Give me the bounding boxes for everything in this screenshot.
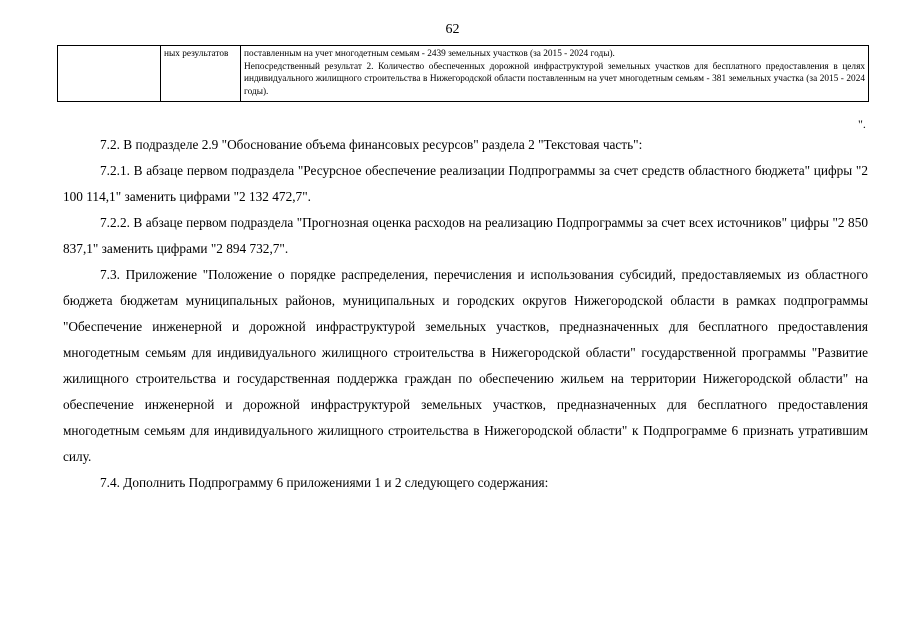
- closing-quote: ".: [858, 117, 866, 131]
- table-row: [58, 46, 869, 102]
- paragraph-7-2-1: 7.2.1. В абзаце первом подраздела "Ресурсное обеспечение реализации Подпрограммы за счет средств областного бюджета" цифры "2 100 114,1" заменить цифрами "2 132 472,7".: [63, 163, 868, 204]
- paragraph-7-2-2: 7.2.2. В абзаце первом подраздела "Прогнозная оценка расходов на реализацию Подпрограммы за счет всех источников" цифры "2 850 837,1" заменить цифрами "2 894 732,7".: [63, 215, 868, 256]
- paragraph-7-2: 7.2. В подразделе 2.9 "Обоснование объема финансовых ресурсов" раздела 2 "Текстовая часть":: [100, 137, 643, 152]
- paragraph-7-4: 7.4. Дополнить Подпрограмму 6 приложениями 1 и 2 следующего содержания:: [100, 475, 549, 490]
- table-cell-empty: [58, 46, 161, 102]
- table-cell-description: [241, 46, 869, 102]
- paragraph-7-3: 7.3. Приложение "Положение о порядке распределения, перечисления и использования субсидий, предоставляемых из областного бюджета бюджетам муниципальных районов, муниципальных и городских округов Нижегородской области в рамках подпрограммы "Обеспечение инженерной и дорожной инфраструктурой земельных участков, предназначенных для бесплатного предоставления многодетным семьям для индивидуального жилищного строительства в Нижегородской области" государственной программы "Развитие жилищного строительства и государственная поддержка граждан по обеспечению жильем на территории Нижегородской области" на обеспечение инженерной и дорожной инфраструктурой земельных участков, предназначенных для бесплатного предоставления многодетным семьям для индивидуального жилищного строительства в Нижегородской области" к Подпрограмме 6 признать утратившим силу.: [63, 267, 868, 464]
- cell-text-result-2: Непосредственный результат 2. Количество обеспеченных дорожной инфраструктурой земельных участков для бесплатного предоставления в целях индивидуального жилищного строительства в Нижегородской области поставленным на учет многодетным семьям - 381 земельных участка (за 2015 - 2024 годы).: [244, 61, 865, 97]
- table-cell-label: [161, 46, 241, 102]
- cell-label-text: ных результатов: [164, 49, 229, 59]
- document-body: [63, 132, 868, 496]
- continued-table: [57, 45, 869, 102]
- page-number: 62: [445, 22, 460, 37]
- cell-text-line: поставленным на учет многодетным семьям - 2439 земельных участков (за 2015 - 2024 годы).: [244, 49, 615, 59]
